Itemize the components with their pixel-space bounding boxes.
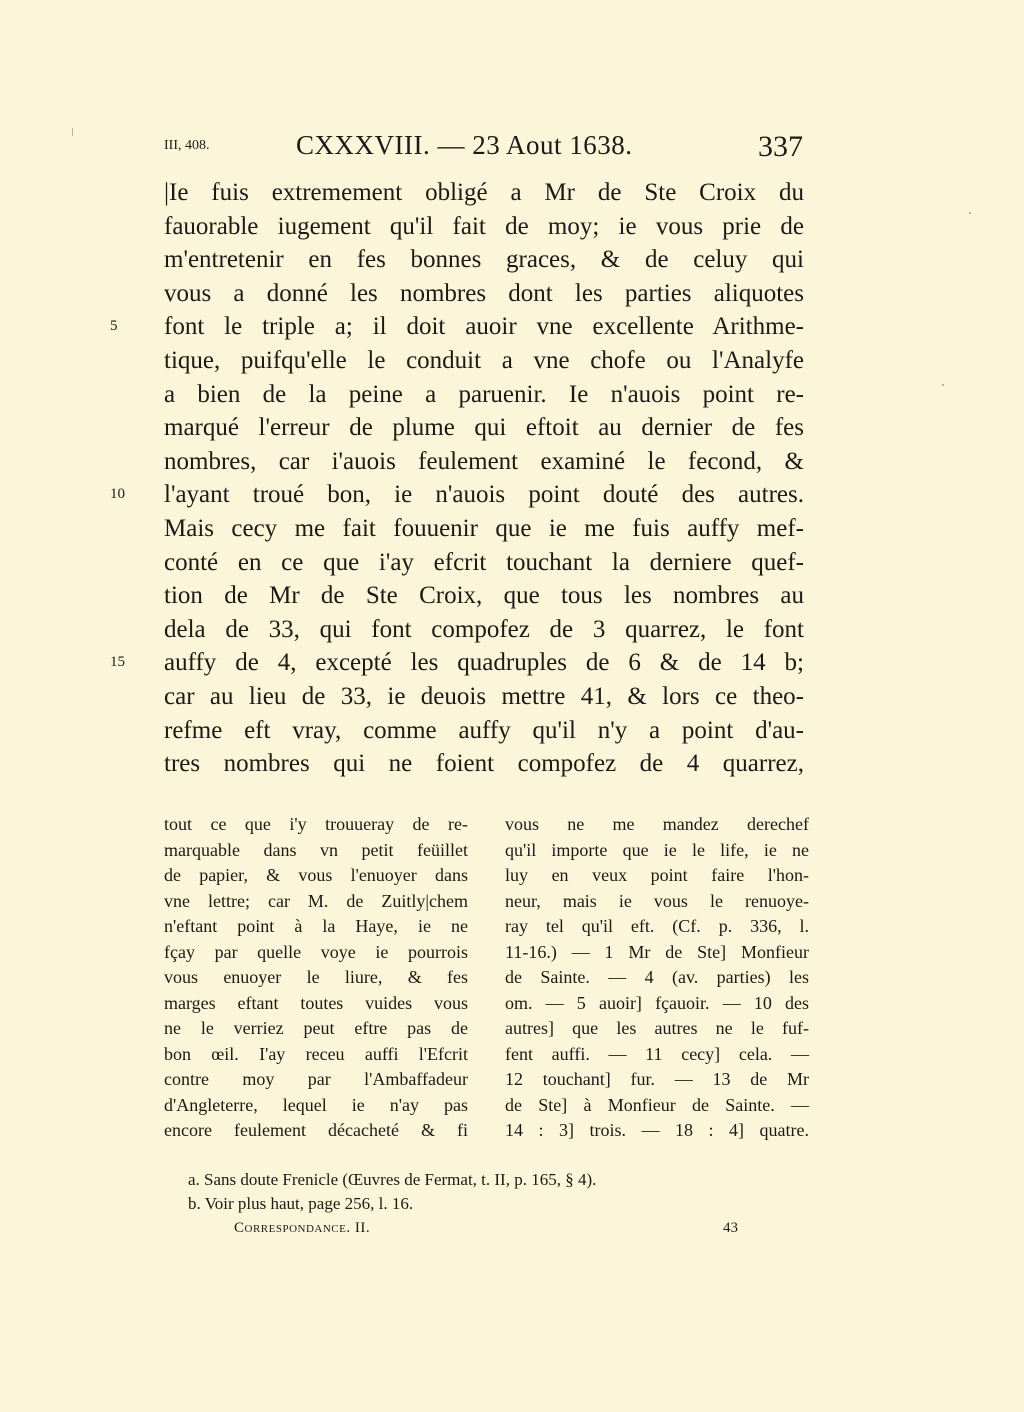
note-line: d'Angleterre, lequel ie n'ay pas — [164, 1094, 468, 1115]
note-line: 12 touchant] fur. — 13 de Mr — [505, 1069, 809, 1089]
note-line: marges eftant toutes vuides vous — [164, 992, 468, 1013]
body-line: refme eft vray, comme auffy qu'il n'y a point d'au- — [164, 716, 804, 744]
note-line: neur, mais ie vous le renuoye- — [505, 890, 809, 911]
note-line: contre moy par l'Ambaffadeur — [164, 1069, 468, 1089]
line-number-5: 5 — [110, 318, 118, 334]
source-reference: III, 408. — [164, 138, 210, 153]
body-line: tres nombres qui ne foient compofez de 4 quarrez, — [164, 750, 804, 778]
note-line: fçay par quelle voye ie pourrois — [164, 941, 468, 962]
body-line: marqué l'erreur de plume qui eftoit au dernier de fes — [164, 414, 804, 442]
note-line: tout ce que i'y trouueray de re- — [164, 814, 468, 834]
note-line: luy en veux point faire l'hon- — [505, 865, 809, 885]
running-header — [0, 130, 1024, 170]
body-line: vous a donné les nombres dont les parties aliquotes — [164, 279, 804, 307]
body-line: font le triple a; il doit auoir vne excellente Arithme- — [164, 313, 804, 341]
body-line: a bien de la peine a paruenir. Ie n'auois point re- — [164, 380, 804, 408]
margin-speck — [942, 384, 944, 386]
line-number-10: 10 — [110, 486, 125, 502]
notes-column-right — [505, 812, 809, 1144]
note-line: ne le verriez peut eftre pas de — [164, 1018, 468, 1038]
body-line: tique, puifqu'elle le conduit a vne chofe ou l'Analyfe — [164, 346, 804, 374]
note-line: vous enuoyer le liure, & fes — [164, 967, 468, 987]
page-number: 337 — [758, 130, 803, 163]
note-line: 11-16.) — 1 Mr de Ste] Monfieur — [505, 941, 809, 962]
body-line: tion de Mr de Ste Croix, que tous les nombres au — [164, 582, 804, 610]
body-line: dela de 33, qui font compofez de 3 quarrez, le font — [164, 615, 804, 643]
note-line: autres] que les autres ne le fuf- — [505, 1018, 809, 1038]
note-line: qu'il importe que ie le life, ie ne — [505, 839, 809, 860]
signature-mark: Correspondance. II. — [234, 1220, 371, 1236]
note-line: vous ne me mandez derechef — [505, 814, 809, 834]
note-line: 14 : 3] trois. — 18 : 4] quatre. — [505, 1120, 809, 1140]
letter-body — [164, 176, 804, 781]
note-line: encore feulement décacheté & fi — [164, 1120, 468, 1140]
footnote-a: a. Sans doute Frenicle (Œuvres de Fermat, t. II, p. 165, § 4). — [188, 1170, 597, 1189]
note-line: n'eftant point à la Haye, ie ne — [164, 916, 468, 936]
margin-speck — [969, 212, 971, 214]
signature-number: 43 — [723, 1220, 738, 1236]
note-line: de Ste] à Monfieur de Sainte. — — [505, 1094, 809, 1115]
footnote-b: b. Voir plus haut, page 256, l. 16. — [188, 1194, 414, 1213]
note-line: fent auffi. — 11 cecy] cela. — — [505, 1043, 809, 1064]
note-line: om. — 5 auoir] fçauoir. — 10 des — [505, 992, 809, 1013]
line-number-15: 15 — [110, 654, 125, 670]
letter-title: CXXXVIII. — 23 Aout 1638. — [296, 130, 633, 160]
note-line: de Sainte. — 4 (av. parties) les — [505, 967, 809, 987]
body-line: m'entretenir en fes bonnes graces, & de celuy qui — [164, 246, 804, 274]
note-line: de papier, & vous l'enuoyer dans — [164, 865, 468, 885]
note-line: vne lettre; car M. de Zuitly|chem — [164, 890, 468, 911]
footnotes — [188, 1168, 596, 1216]
body-line: auffy de 4, excepté les quadruples de 6 & de 14 b; — [164, 649, 804, 677]
note-line: marquable dans vn petit feüillet — [164, 839, 468, 860]
body-line: nombres, car i'auois feulement examiné le fecond, & — [164, 447, 804, 475]
body-line: fauorable iugement qu'il fait de moy; ie vous prie de — [164, 212, 804, 240]
body-line: l'ayant troué bon, ie n'auois point douté des autres. — [164, 481, 804, 509]
body-line: Mais cecy me fait fouuenir que ie me fuis auffy mef- — [164, 514, 804, 542]
note-line: ray tel qu'il eft. (Cf. p. 336, l. — [505, 916, 809, 936]
note-line: bon œil. I'ay receu auffi l'Efcrit — [164, 1043, 468, 1064]
body-line: |Ie fuis extremement obligé a Mr de Ste Croix du — [164, 179, 804, 206]
body-line: conté en ce que i'ay efcrit touchant la derniere quef- — [164, 548, 804, 576]
body-line: car au lieu de 33, ie deuois mettre 41, & lors ce theo- — [164, 682, 804, 710]
notes-column-left — [164, 812, 468, 1144]
